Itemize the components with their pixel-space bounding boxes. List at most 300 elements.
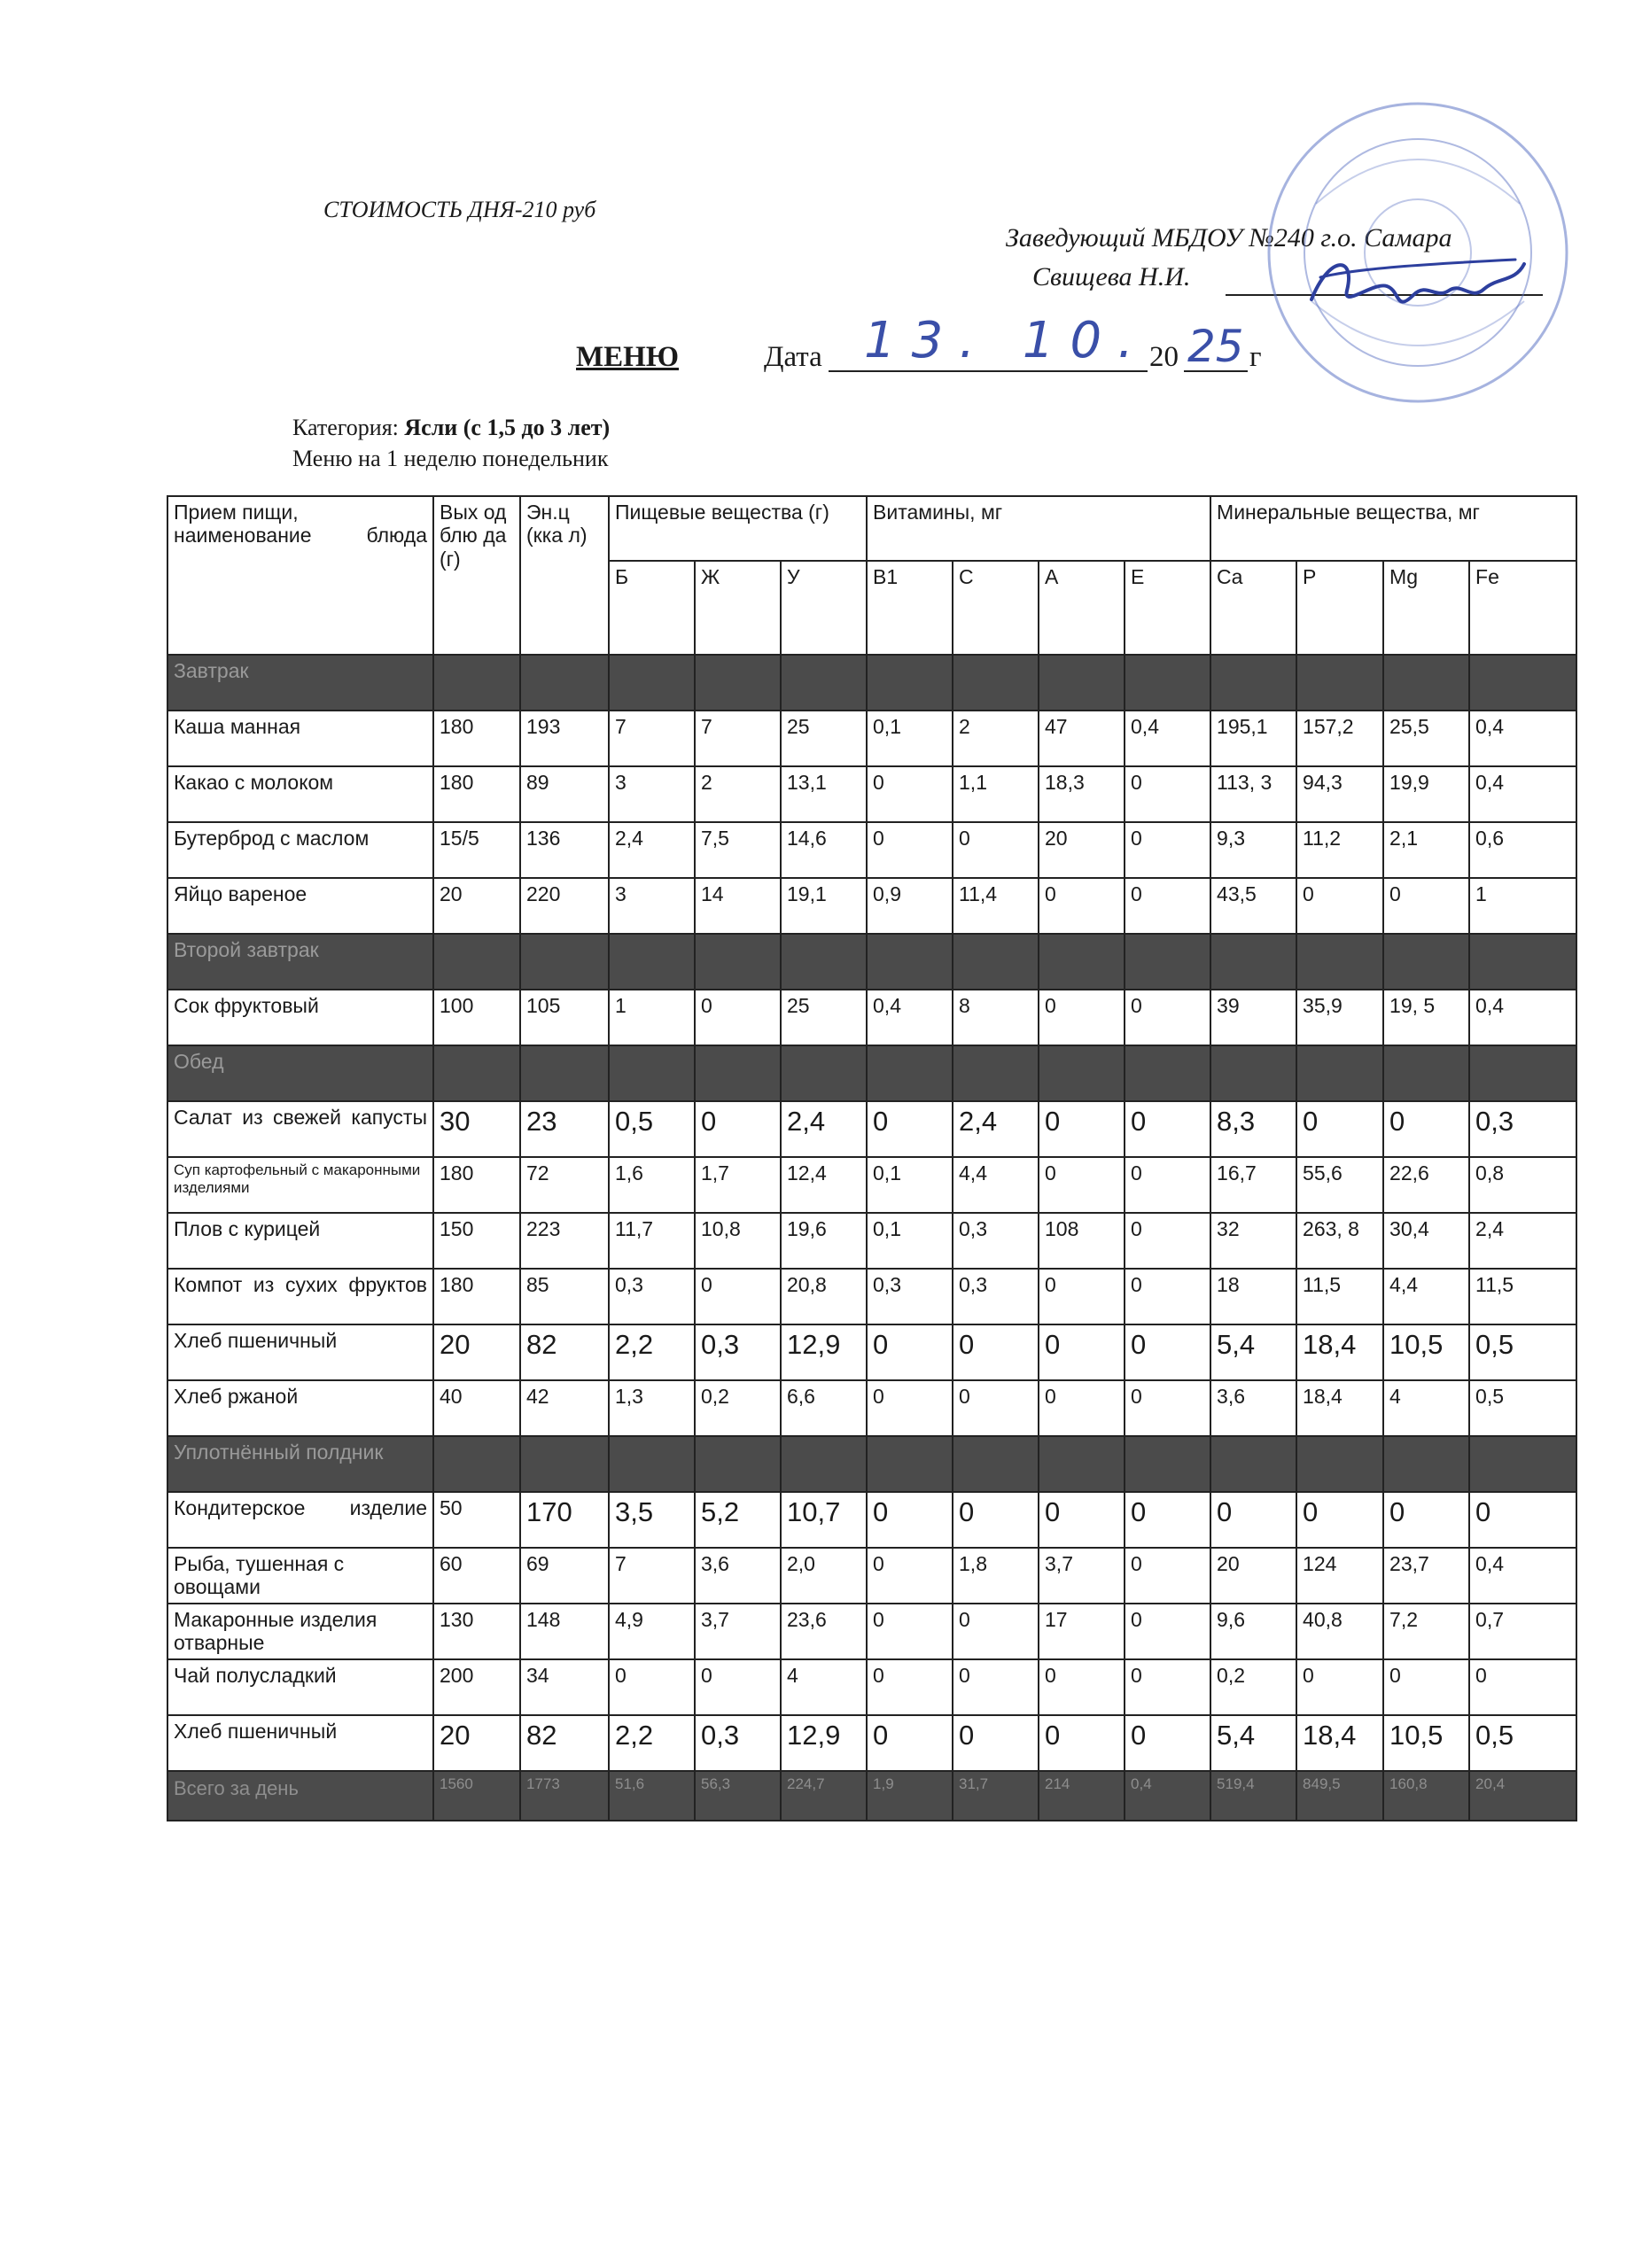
value-cell: 19,1 <box>781 878 867 934</box>
value-cell: 0,5 <box>609 1101 695 1157</box>
section-cell <box>695 934 781 990</box>
header-yield: Вых од блю да (г) <box>433 496 520 655</box>
section-cell <box>1296 1045 1383 1101</box>
section-cell <box>1125 1045 1210 1101</box>
value-cell: 1,3 <box>609 1380 695 1436</box>
dish-name: Бутерброд с маслом <box>167 822 433 878</box>
value-cell: 0 <box>953 1659 1039 1715</box>
value-cell: 9,6 <box>1210 1604 1296 1659</box>
value-cell: 148 <box>520 1604 609 1659</box>
value-cell: 0,5 <box>1469 1324 1576 1380</box>
total-cell: 1560 <box>433 1771 520 1821</box>
value-cell: 0,3 <box>1469 1101 1576 1157</box>
dish-name: Какао с молоком <box>167 766 433 822</box>
value-cell: 1,6 <box>609 1157 695 1213</box>
value-cell: 0 <box>1039 1380 1125 1436</box>
section-cell <box>609 1045 695 1101</box>
value-cell: 0 <box>1383 1492 1469 1548</box>
value-cell: 30,4 <box>1383 1213 1469 1269</box>
section-cell <box>695 1045 781 1101</box>
section-cell <box>867 1436 953 1492</box>
date-label: Дата <box>764 341 822 373</box>
value-cell: 3,5 <box>609 1492 695 1548</box>
value-cell: 13,1 <box>781 766 867 822</box>
value-cell: 47 <box>1039 711 1125 766</box>
value-cell: 4,4 <box>953 1157 1039 1213</box>
total-cell: 31,7 <box>953 1771 1039 1821</box>
value-cell: 0 <box>1125 990 1210 1045</box>
value-cell: 0 <box>1125 1213 1210 1269</box>
approver-title: Заведующий МБДОУ №240 г.о. Самара <box>1006 223 1452 252</box>
value-cell: 3,6 <box>1210 1380 1296 1436</box>
value-cell: 0 <box>1296 1659 1383 1715</box>
header-meal: Прием пищи, наименование блюда <box>167 496 433 655</box>
day-cost: СТОИМОСТЬ ДНЯ-210 руб <box>323 197 596 222</box>
value-cell: 16,7 <box>1210 1157 1296 1213</box>
value-cell: 18,4 <box>1296 1380 1383 1436</box>
value-cell: 0,3 <box>695 1324 781 1380</box>
section-cell <box>1210 1045 1296 1101</box>
value-cell: 0 <box>1039 1101 1125 1157</box>
section-cell <box>609 934 695 990</box>
section-cell <box>1296 655 1383 711</box>
table-row <box>167 1101 1576 1157</box>
value-cell: 3,7 <box>1039 1548 1125 1604</box>
section-cell <box>1039 1045 1125 1101</box>
total-cell: 849,5 <box>1296 1771 1383 1821</box>
year-value: 25 <box>1187 321 1244 372</box>
value-cell: 2,4 <box>953 1101 1039 1157</box>
section-cell <box>1210 934 1296 990</box>
value-cell: 0,9 <box>867 878 953 934</box>
table-row <box>167 1380 1576 1436</box>
value-cell: 0 <box>1469 1659 1576 1715</box>
table-row <box>167 1157 1576 1213</box>
value-cell: 0 <box>1125 766 1210 822</box>
value-cell: 25 <box>781 990 867 1045</box>
section-cell <box>1469 655 1576 711</box>
value-cell: 0,2 <box>1210 1659 1296 1715</box>
value-cell: 1,7 <box>695 1157 781 1213</box>
total-cell: 51,6 <box>609 1771 695 1821</box>
section-cell <box>1383 655 1469 711</box>
value-cell: 0 <box>609 1659 695 1715</box>
value-cell: 0 <box>1039 1269 1125 1324</box>
value-cell: 0 <box>1039 1659 1125 1715</box>
value-cell: 0,3 <box>953 1213 1039 1269</box>
dish-name: Хлеб пшеничный <box>167 1715 433 1771</box>
category-value: Ясли (с 1,5 до 3 лет) <box>404 415 611 440</box>
value-cell: 20 <box>433 1324 520 1380</box>
header-minerals: Минеральные вещества, мг <box>1210 496 1576 561</box>
value-cell: 32 <box>1210 1213 1296 1269</box>
value-cell: 4 <box>1383 1380 1469 1436</box>
value-cell: 20 <box>1039 822 1125 878</box>
section-cell <box>609 655 695 711</box>
value-cell: 8,3 <box>1210 1101 1296 1157</box>
section-cell <box>953 655 1039 711</box>
header-vitamins: Витамины, мг <box>867 496 1210 561</box>
value-cell: 22,6 <box>1383 1157 1469 1213</box>
value-cell: 23,7 <box>1383 1548 1469 1604</box>
value-cell: 0,4 <box>867 990 953 1045</box>
value-cell: 170 <box>520 1492 609 1548</box>
table-row <box>167 1604 1576 1659</box>
table-row <box>167 1213 1576 1269</box>
year-prefix: 20 <box>1149 341 1179 373</box>
value-cell: 20 <box>1210 1548 1296 1604</box>
value-cell: 89 <box>520 766 609 822</box>
total-cell: 224,7 <box>781 1771 867 1821</box>
value-cell: 0 <box>867 1604 953 1659</box>
section-cell <box>433 1436 520 1492</box>
value-cell: 0,4 <box>1469 711 1576 766</box>
value-cell: 124 <box>1296 1548 1383 1604</box>
value-cell: 0 <box>953 1492 1039 1548</box>
value-cell: 5,4 <box>1210 1324 1296 1380</box>
section-cell <box>867 1045 953 1101</box>
value-cell: 11,2 <box>1296 822 1383 878</box>
value-cell: 11,4 <box>953 878 1039 934</box>
value-cell: 4,4 <box>1383 1269 1469 1324</box>
total-cell: 214 <box>1039 1771 1125 1821</box>
value-cell: 20,8 <box>781 1269 867 1324</box>
value-cell: 5,2 <box>695 1492 781 1548</box>
menu-title: МЕНЮ <box>576 341 679 373</box>
section-cell <box>1210 1436 1296 1492</box>
value-cell: 0 <box>1125 878 1210 934</box>
value-cell: 3 <box>609 766 695 822</box>
value-cell: 0 <box>1125 1492 1210 1548</box>
value-cell: 0,3 <box>867 1269 953 1324</box>
value-cell: 50 <box>433 1492 520 1548</box>
value-cell: 0 <box>867 1548 953 1604</box>
value-cell: 2,4 <box>781 1101 867 1157</box>
dish-name: Кондитерское изделие <box>167 1492 433 1548</box>
value-cell: 180 <box>433 711 520 766</box>
value-cell: 0,3 <box>609 1269 695 1324</box>
value-cell: 12,4 <box>781 1157 867 1213</box>
value-cell: 14,6 <box>781 822 867 878</box>
table-row <box>167 711 1576 766</box>
section-cell <box>781 1436 867 1492</box>
dish-name: Макаронные изделия отварные <box>167 1604 433 1659</box>
section-cell <box>953 1436 1039 1492</box>
table-row <box>167 822 1576 878</box>
value-cell: 1 <box>609 990 695 1045</box>
table-row <box>167 1269 1576 1324</box>
value-cell: 18,4 <box>1296 1324 1383 1380</box>
section-cell <box>1039 1436 1125 1492</box>
value-cell: 19, 5 <box>1383 990 1469 1045</box>
value-cell: 7 <box>695 711 781 766</box>
value-cell: 9,3 <box>1210 822 1296 878</box>
section-cell <box>1296 1436 1383 1492</box>
value-cell: 2,0 <box>781 1548 867 1604</box>
value-cell: 11,5 <box>1469 1269 1576 1324</box>
year-suffix: г <box>1249 341 1262 373</box>
value-cell: 0 <box>953 1604 1039 1659</box>
section-cell <box>520 655 609 711</box>
value-cell: 0 <box>867 1492 953 1548</box>
value-cell: 4,9 <box>609 1604 695 1659</box>
value-cell: 35,9 <box>1296 990 1383 1045</box>
section-cell <box>520 934 609 990</box>
value-cell: 14 <box>695 878 781 934</box>
dish-name: Сок фруктовый <box>167 990 433 1045</box>
value-cell: 10,5 <box>1383 1324 1469 1380</box>
value-cell: 18 <box>1210 1269 1296 1324</box>
section-cell <box>781 655 867 711</box>
date-line <box>829 370 1148 372</box>
dish-name: Компот из сухих фруктов <box>167 1269 433 1324</box>
section-cell <box>867 655 953 711</box>
subheader-cell: Ca <box>1210 561 1296 655</box>
value-cell: 0 <box>867 1101 953 1157</box>
value-cell: 2 <box>953 711 1039 766</box>
value-cell: 82 <box>520 1324 609 1380</box>
value-cell: 0 <box>695 990 781 1045</box>
value-cell: 0 <box>1039 878 1125 934</box>
value-cell: 11,5 <box>1296 1269 1383 1324</box>
value-cell: 7,5 <box>695 822 781 878</box>
value-cell: 2,4 <box>1469 1213 1576 1269</box>
table-row <box>167 1659 1576 1715</box>
subheader-cell: Ж <box>695 561 781 655</box>
value-cell: 0 <box>1125 1324 1210 1380</box>
value-cell: 0 <box>1039 1324 1125 1380</box>
subheader-cell: Е <box>1125 561 1210 655</box>
value-cell: 195,1 <box>1210 711 1296 766</box>
section-cell <box>1383 1436 1469 1492</box>
section-row <box>167 934 1576 990</box>
dish-name: Хлеб пшеничный <box>167 1324 433 1380</box>
value-cell: 85 <box>520 1269 609 1324</box>
value-cell: 180 <box>433 1269 520 1324</box>
value-cell: 23,6 <box>781 1604 867 1659</box>
value-cell: 0,2 <box>695 1380 781 1436</box>
value-cell: 7 <box>609 711 695 766</box>
value-cell: 0 <box>1039 1492 1125 1548</box>
value-cell: 5,4 <box>1210 1715 1296 1771</box>
value-cell: 0 <box>953 1380 1039 1436</box>
table-row <box>167 878 1576 934</box>
value-cell: 180 <box>433 1157 520 1213</box>
value-cell: 0 <box>1125 1659 1210 1715</box>
value-cell: 15/5 <box>433 822 520 878</box>
value-cell: 200 <box>433 1659 520 1715</box>
value-cell: 108 <box>1039 1213 1125 1269</box>
value-cell: 0 <box>1125 1269 1210 1324</box>
section-cell <box>433 934 520 990</box>
section-cell <box>433 1045 520 1101</box>
value-cell: 263, 8 <box>1296 1213 1383 1269</box>
dish-name: Каша манная <box>167 711 433 766</box>
value-cell: 0,3 <box>953 1269 1039 1324</box>
value-cell: 82 <box>520 1715 609 1771</box>
menu-table <box>167 495 1577 1821</box>
subheader-cell: А <box>1039 561 1125 655</box>
dish-name: Рыба, тушенная с овощами <box>167 1548 433 1604</box>
section-cell <box>1296 934 1383 990</box>
value-cell: 223 <box>520 1213 609 1269</box>
value-cell: 0,1 <box>867 711 953 766</box>
value-cell: 150 <box>433 1213 520 1269</box>
section-cell <box>1125 655 1210 711</box>
value-cell: 39 <box>1210 990 1296 1045</box>
subheader-cell: Mg <box>1383 561 1469 655</box>
value-cell: 136 <box>520 822 609 878</box>
section-cell <box>1469 934 1576 990</box>
total-cell: 1773 <box>520 1771 609 1821</box>
value-cell: 3 <box>609 878 695 934</box>
value-cell: 25,5 <box>1383 711 1469 766</box>
value-cell: 0 <box>1469 1492 1576 1548</box>
value-cell: 10,7 <box>781 1492 867 1548</box>
value-cell: 0 <box>1039 1715 1125 1771</box>
dish-name: Салат из свежей капусты <box>167 1101 433 1157</box>
value-cell: 40,8 <box>1296 1604 1383 1659</box>
dish-name: Плов с курицей <box>167 1213 433 1269</box>
value-cell: 0 <box>953 1324 1039 1380</box>
value-cell: 43,5 <box>1210 878 1296 934</box>
section-cell <box>1210 655 1296 711</box>
section-title: Уплотнённый полдник <box>167 1436 433 1492</box>
section-cell <box>520 1045 609 1101</box>
value-cell: 0 <box>695 1269 781 1324</box>
value-cell: 7 <box>609 1548 695 1604</box>
value-cell: 11,7 <box>609 1213 695 1269</box>
value-cell: 3,6 <box>695 1548 781 1604</box>
value-cell: 0 <box>1383 878 1469 934</box>
section-title: Обед <box>167 1045 433 1101</box>
section-cell <box>1125 934 1210 990</box>
dish-name: Хлеб ржаной <box>167 1380 433 1436</box>
section-cell <box>1125 1436 1210 1492</box>
value-cell: 0 <box>1125 822 1210 878</box>
value-cell: 0 <box>695 1659 781 1715</box>
subheader-cell: P <box>1296 561 1383 655</box>
value-cell: 157,2 <box>1296 711 1383 766</box>
category-label: Категория: <box>292 415 399 440</box>
section-row <box>167 1045 1576 1101</box>
value-cell: 220 <box>520 878 609 934</box>
value-cell: 0,1 <box>867 1213 953 1269</box>
section-cell <box>781 934 867 990</box>
section-cell <box>695 655 781 711</box>
value-cell: 18,4 <box>1296 1715 1383 1771</box>
table-row <box>167 990 1576 1045</box>
value-cell: 0,5 <box>1469 1380 1576 1436</box>
value-cell: 10,5 <box>1383 1715 1469 1771</box>
total-cell: 20,4 <box>1469 1771 1576 1821</box>
value-cell: 42 <box>520 1380 609 1436</box>
section-title: Завтрак <box>167 655 433 711</box>
section-cell <box>953 934 1039 990</box>
total-cell: 0,4 <box>1125 1771 1210 1821</box>
section-cell <box>867 934 953 990</box>
value-cell: 2,2 <box>609 1324 695 1380</box>
total-cell: 56,3 <box>695 1771 781 1821</box>
value-cell: 30 <box>433 1101 520 1157</box>
section-cell <box>1383 934 1469 990</box>
section-cell <box>609 1436 695 1492</box>
value-cell: 0,6 <box>1469 822 1576 878</box>
value-cell: 0,4 <box>1469 1548 1576 1604</box>
value-cell: 0 <box>1383 1659 1469 1715</box>
section-row <box>167 655 1576 711</box>
value-cell: 1 <box>1469 878 1576 934</box>
value-cell: 2,1 <box>1383 822 1469 878</box>
table-row <box>167 1492 1576 1548</box>
subheader-cell: С <box>953 561 1039 655</box>
value-cell: 0 <box>953 822 1039 878</box>
value-cell: 10,8 <box>695 1213 781 1269</box>
dish-name: Яйцо вареное <box>167 878 433 934</box>
total-cell: 519,4 <box>1210 1771 1296 1821</box>
value-cell: 130 <box>433 1604 520 1659</box>
table-row <box>167 1324 1576 1380</box>
section-cell <box>1039 934 1125 990</box>
section-cell <box>1469 1436 1576 1492</box>
total-row <box>167 1771 1576 1821</box>
header-nutrients: Пищевые вещества (г) <box>609 496 867 561</box>
dish-name: Чай полусладкий <box>167 1659 433 1715</box>
value-cell: 0 <box>1296 1101 1383 1157</box>
value-cell: 193 <box>520 711 609 766</box>
value-cell: 0 <box>867 1380 953 1436</box>
value-cell: 69 <box>520 1548 609 1604</box>
value-cell: 0 <box>1210 1492 1296 1548</box>
dish-name: Суп картофельный с макаронными изделиями <box>167 1157 433 1213</box>
table-row <box>167 1548 1576 1604</box>
value-cell: 0 <box>1125 1548 1210 1604</box>
total-label: Всего за день <box>167 1771 433 1821</box>
subheader-cell: Fe <box>1469 561 1576 655</box>
value-cell: 0 <box>1125 1715 1210 1771</box>
value-cell: 4 <box>781 1659 867 1715</box>
section-cell <box>1383 1045 1469 1101</box>
section-cell <box>1469 1045 1576 1101</box>
value-cell: 0 <box>1039 990 1125 1045</box>
value-cell: 19,9 <box>1383 766 1469 822</box>
total-cell: 1,9 <box>867 1771 953 1821</box>
value-cell: 0,8 <box>1469 1157 1576 1213</box>
value-cell: 0 <box>867 766 953 822</box>
value-cell: 20 <box>433 878 520 934</box>
section-cell <box>433 655 520 711</box>
section-cell <box>1039 655 1125 711</box>
value-cell: 6,6 <box>781 1380 867 1436</box>
value-cell: 0,3 <box>695 1715 781 1771</box>
value-cell: 23 <box>520 1101 609 1157</box>
value-cell: 105 <box>520 990 609 1045</box>
value-cell: 0 <box>1125 1157 1210 1213</box>
value-cell: 0,4 <box>1125 711 1210 766</box>
value-cell: 3,7 <box>695 1604 781 1659</box>
value-cell: 17 <box>1039 1604 1125 1659</box>
value-cell: 1,1 <box>953 766 1039 822</box>
value-cell: 0,1 <box>867 1157 953 1213</box>
date-value: 13. 10. <box>864 312 1149 369</box>
value-cell: 0 <box>1125 1380 1210 1436</box>
subheader-cell: В1 <box>867 561 953 655</box>
value-cell: 0 <box>1296 1492 1383 1548</box>
value-cell: 40 <box>433 1380 520 1436</box>
category-line <box>292 415 610 441</box>
table-row <box>167 1715 1576 1771</box>
section-cell <box>953 1045 1039 1101</box>
